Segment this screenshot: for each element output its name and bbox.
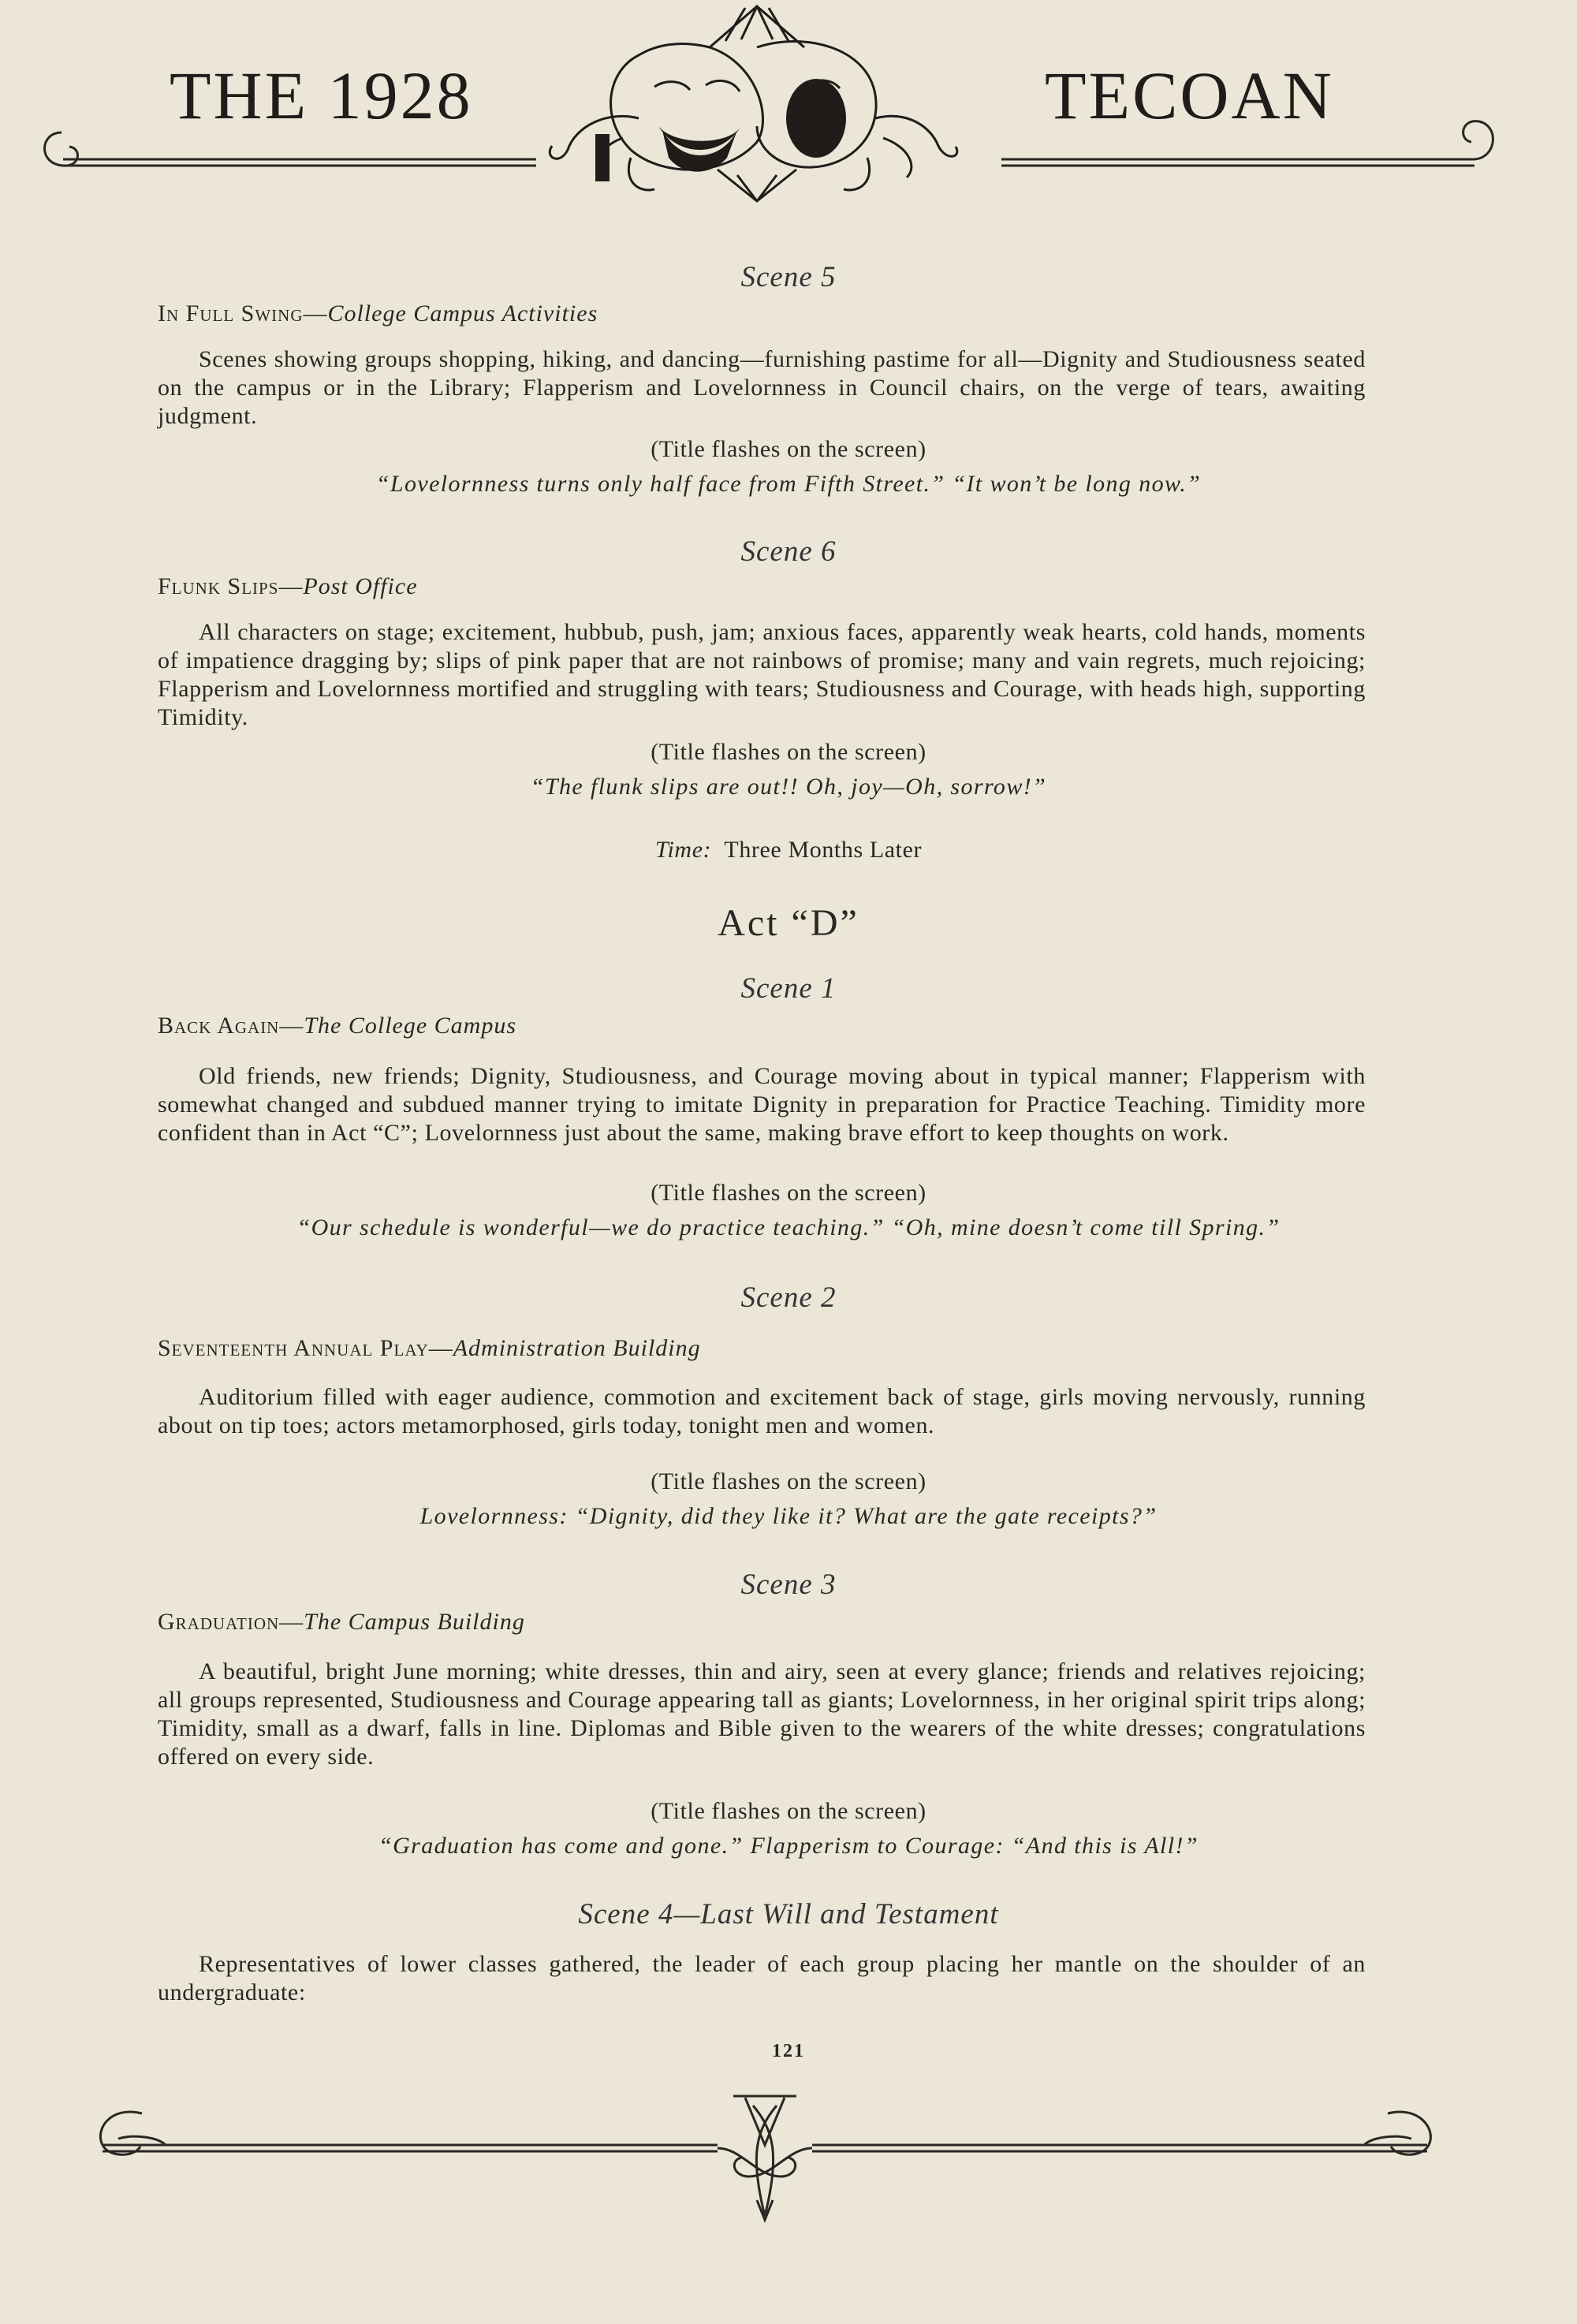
time-label: Time: <box>654 837 712 863</box>
act-d-scene-2-body <box>158 1383 1366 1440</box>
act-d-scene-1-title: Scene 1 <box>740 972 837 1005</box>
act-d-scene-4-title: Scene 4—Last Will and Testament <box>578 1898 999 1930</box>
time-line <box>0 837 1577 864</box>
scene-6-heading-location: Post Office <box>303 573 418 599</box>
act-d-scene-4-body-text: Representatives of lower classes gathered, the leader of each group placing her mantle on the shoulder of an undergraduate: <box>158 1951 1366 2005</box>
act-d-scene-2-body-text: Auditorium filled with eager audience, commotion and excitement back of stage, girls moving nervously, running about on tip toes; actors metamorphosed, girls today, tonight men and women. <box>158 1384 1366 1438</box>
scene-6-quote: “The flunk slips are out!! Oh, joy—Oh, sorrow!” <box>530 774 1047 800</box>
scene-5-body-text: Scenes showing groups shopping, hiking, and dancing—furnishing pastime for all—Dignity and Studiousness seated on the campus or in the Library; Flapperism and Lovelornness in Council chairs, on the verge of tears, awaiting judgment. <box>158 346 1366 429</box>
header-title-right: TECOAN <box>1045 58 1334 133</box>
act-d-scene-1-heading: Back Again—The College Campus <box>158 1013 517 1039</box>
act-d-scene-2-title-flash: (Title flashes on the screen) <box>651 1468 926 1494</box>
act-d-scene-3-body-text: A beautiful, bright June morning; white dresses, thin and airy, seen at every glance; friends and relatives rejoicing; all groups represented, Studiousness and Courage appearing tall as giants; Lovelornness, in her original spirit trips along; Timidity, small as a dwarf, falls in line. Diplomas and Bible given to the wearers of the white dresses; congratulations offered on every side. <box>158 1658 1366 1770</box>
act-d-scene-1-quote: “Our schedule is wonderful—we do practice teaching.” “Oh, mine doesn’t come till Spring.” <box>296 1214 1281 1240</box>
scene-6-heading: Flunk Slips—Post Office <box>158 573 418 599</box>
scene-5-heading-caps: In Full Swing <box>158 300 304 326</box>
scene-5-body <box>158 345 1366 431</box>
scene-5-heading-location: College Campus Activities <box>327 300 598 326</box>
act-d-scene-1-title-flash: (Title flashes on the screen) <box>651 1180 926 1206</box>
scene-5-quote: “Lovelornness turns only half face from Fifth Street.” “It won’t be long now.” <box>375 471 1202 497</box>
act-d-scene-3-heading-location: The Campus Building <box>304 1609 525 1635</box>
time-value: Three Months Later <box>724 837 923 863</box>
header-title-left: THE 1928 <box>170 58 473 133</box>
act-d-scene-2-heading-caps: Seventeenth Annual Play <box>158 1335 429 1361</box>
act-d-scene-3-title-flash: (Title flashes on the screen) <box>651 1798 926 1824</box>
act-d-scene-3-heading: Graduation—The Campus Building <box>158 1609 525 1635</box>
act-d-scene-3-heading-caps: Graduation <box>158 1609 280 1635</box>
scene-5-title-flash: (Title flashes on the screen) <box>651 436 926 462</box>
act-d-scene-2-quote: Lovelornness: “Dignity, did they like it? What are the gate receipts?” <box>419 1503 1158 1529</box>
act-d-scene-3-body <box>158 1658 1366 1771</box>
act-d-scene-1-body <box>158 1062 1366 1147</box>
scene-6-title: Scene 6 <box>740 535 837 568</box>
scene-6-heading-caps: Flunk Slips <box>158 573 279 599</box>
scene-6-body-text: All characters on stage; excitement, hubbub, push, jam; anxious faces, apparently weak hearts, cold hands, moments of impatience dragging by; slips of pink paper that are not rainbows of promise; many and vain regrets, much rejoicing; Flapperism and Lovelornness mortified and struggling with tears; Studiousness and Courage, with heads high, supporting Timidity. <box>158 619 1366 730</box>
act-d-scene-3-title: Scene 3 <box>740 1569 837 1601</box>
scene-6-body <box>158 618 1366 732</box>
act-d-scene-2-heading: Seventeenth Annual Play—Administration Building <box>158 1335 701 1361</box>
comedy-tragedy-masks-icon <box>520 0 994 205</box>
scene-5-title: Scene 5 <box>740 261 837 293</box>
scene-5-heading: In Full Swing—College Campus Activities <box>158 300 598 326</box>
act-d-scene-3-quote: “Graduation has come and gone.” Flapperism to Courage: “And this is All!” <box>378 1833 1199 1859</box>
act-d-scene-1-body-text: Old friends, new friends; Dignity, Studiousness, and Courage moving about in typical manner; Flapperism with somewhat changed and subdued manner trying to imitate Dignity in preparation for Practice Teaching. Timidity more confident than in Act “C”; Lovelornness just about the same, making brave effort to keep thoughts on work. <box>158 1063 1366 1146</box>
act-d-scene-1-heading-caps: Back Again <box>158 1013 280 1039</box>
act-d-scene-1-heading-location: The College Campus <box>304 1013 517 1039</box>
act-d-title: Act “D” <box>718 902 859 944</box>
scroll-ornament-icon <box>87 2082 1443 2224</box>
act-d-scene-4-body <box>158 1950 1366 2007</box>
act-d-scene-2-title: Scene 2 <box>740 1281 837 1314</box>
scene-6-title-flash: (Title flashes on the screen) <box>651 739 926 765</box>
page-number: 121 <box>772 2041 805 2061</box>
act-d-scene-2-heading-location: Administration Building <box>453 1335 701 1361</box>
